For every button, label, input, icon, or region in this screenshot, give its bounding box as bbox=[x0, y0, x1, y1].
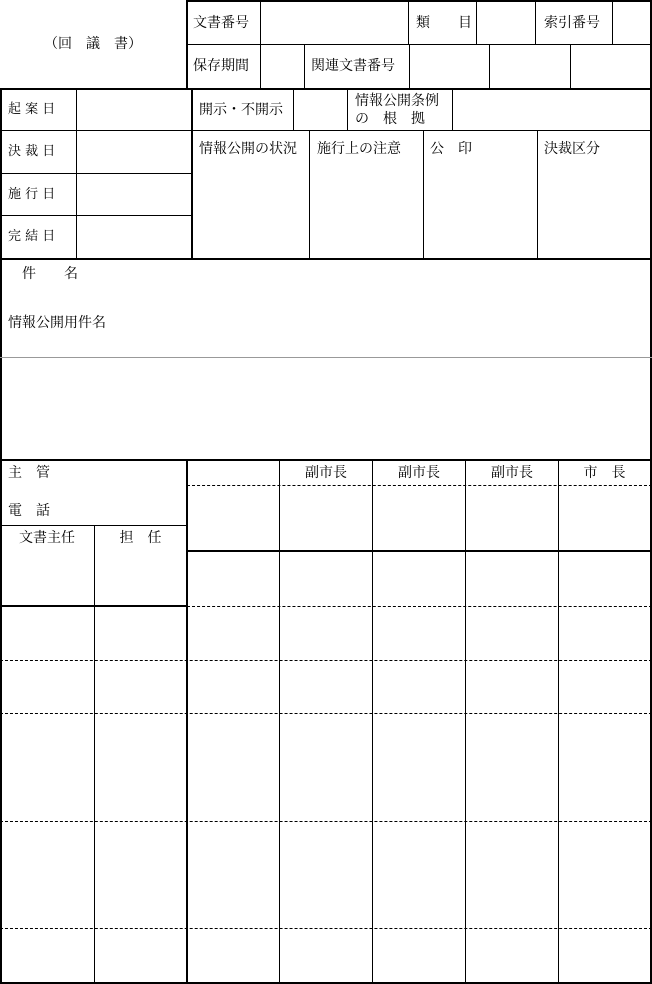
disclosure-condition-label: 情報公開の状況 bbox=[199, 141, 297, 157]
enforce-date-label: 施 行 日 bbox=[8, 187, 56, 202]
doc-number-label: 文書番号 bbox=[193, 15, 249, 31]
draft-date-label: 起 案 日 bbox=[8, 102, 56, 117]
decision-class-label: 決裁区分 bbox=[544, 141, 600, 157]
retention-label: 保存期間 bbox=[193, 58, 249, 74]
mayor-label: 市 長 bbox=[583, 465, 626, 481]
basis-label-line2: の 根 拠 bbox=[355, 111, 425, 127]
doc-lead-label: 文書主任 bbox=[19, 530, 75, 546]
vice-mayor-2-label: 副市長 bbox=[398, 465, 440, 481]
category-label: 類 目 bbox=[416, 15, 472, 31]
vice-mayor-3-label: 副市長 bbox=[491, 465, 533, 481]
subject-label: 件 名 bbox=[22, 266, 78, 282]
basis-label-line1: 情報公開条例 bbox=[355, 93, 439, 109]
disclosure-status-label: 開示・不開示 bbox=[199, 102, 283, 118]
index-number-label: 索引番号 bbox=[544, 15, 600, 31]
phone-label: 電 話 bbox=[8, 503, 50, 519]
related-doc-label: 関連文書番号 bbox=[311, 58, 395, 74]
vice-mayor-1-label: 副市長 bbox=[305, 465, 347, 481]
complete-date-label: 完 結 日 bbox=[8, 229, 56, 244]
decision-date-label: 決 裁 日 bbox=[8, 144, 56, 159]
enforcement-notes-label: 施行上の注意 bbox=[317, 141, 401, 157]
manager-label: 主 管 bbox=[8, 465, 50, 481]
in-charge-label: 担 任 bbox=[119, 530, 162, 546]
subject-value: 情報公開用件名 bbox=[8, 315, 106, 331]
document-title: （回 議 書） bbox=[44, 36, 142, 52]
official-seal-label: 公 印 bbox=[430, 141, 472, 157]
